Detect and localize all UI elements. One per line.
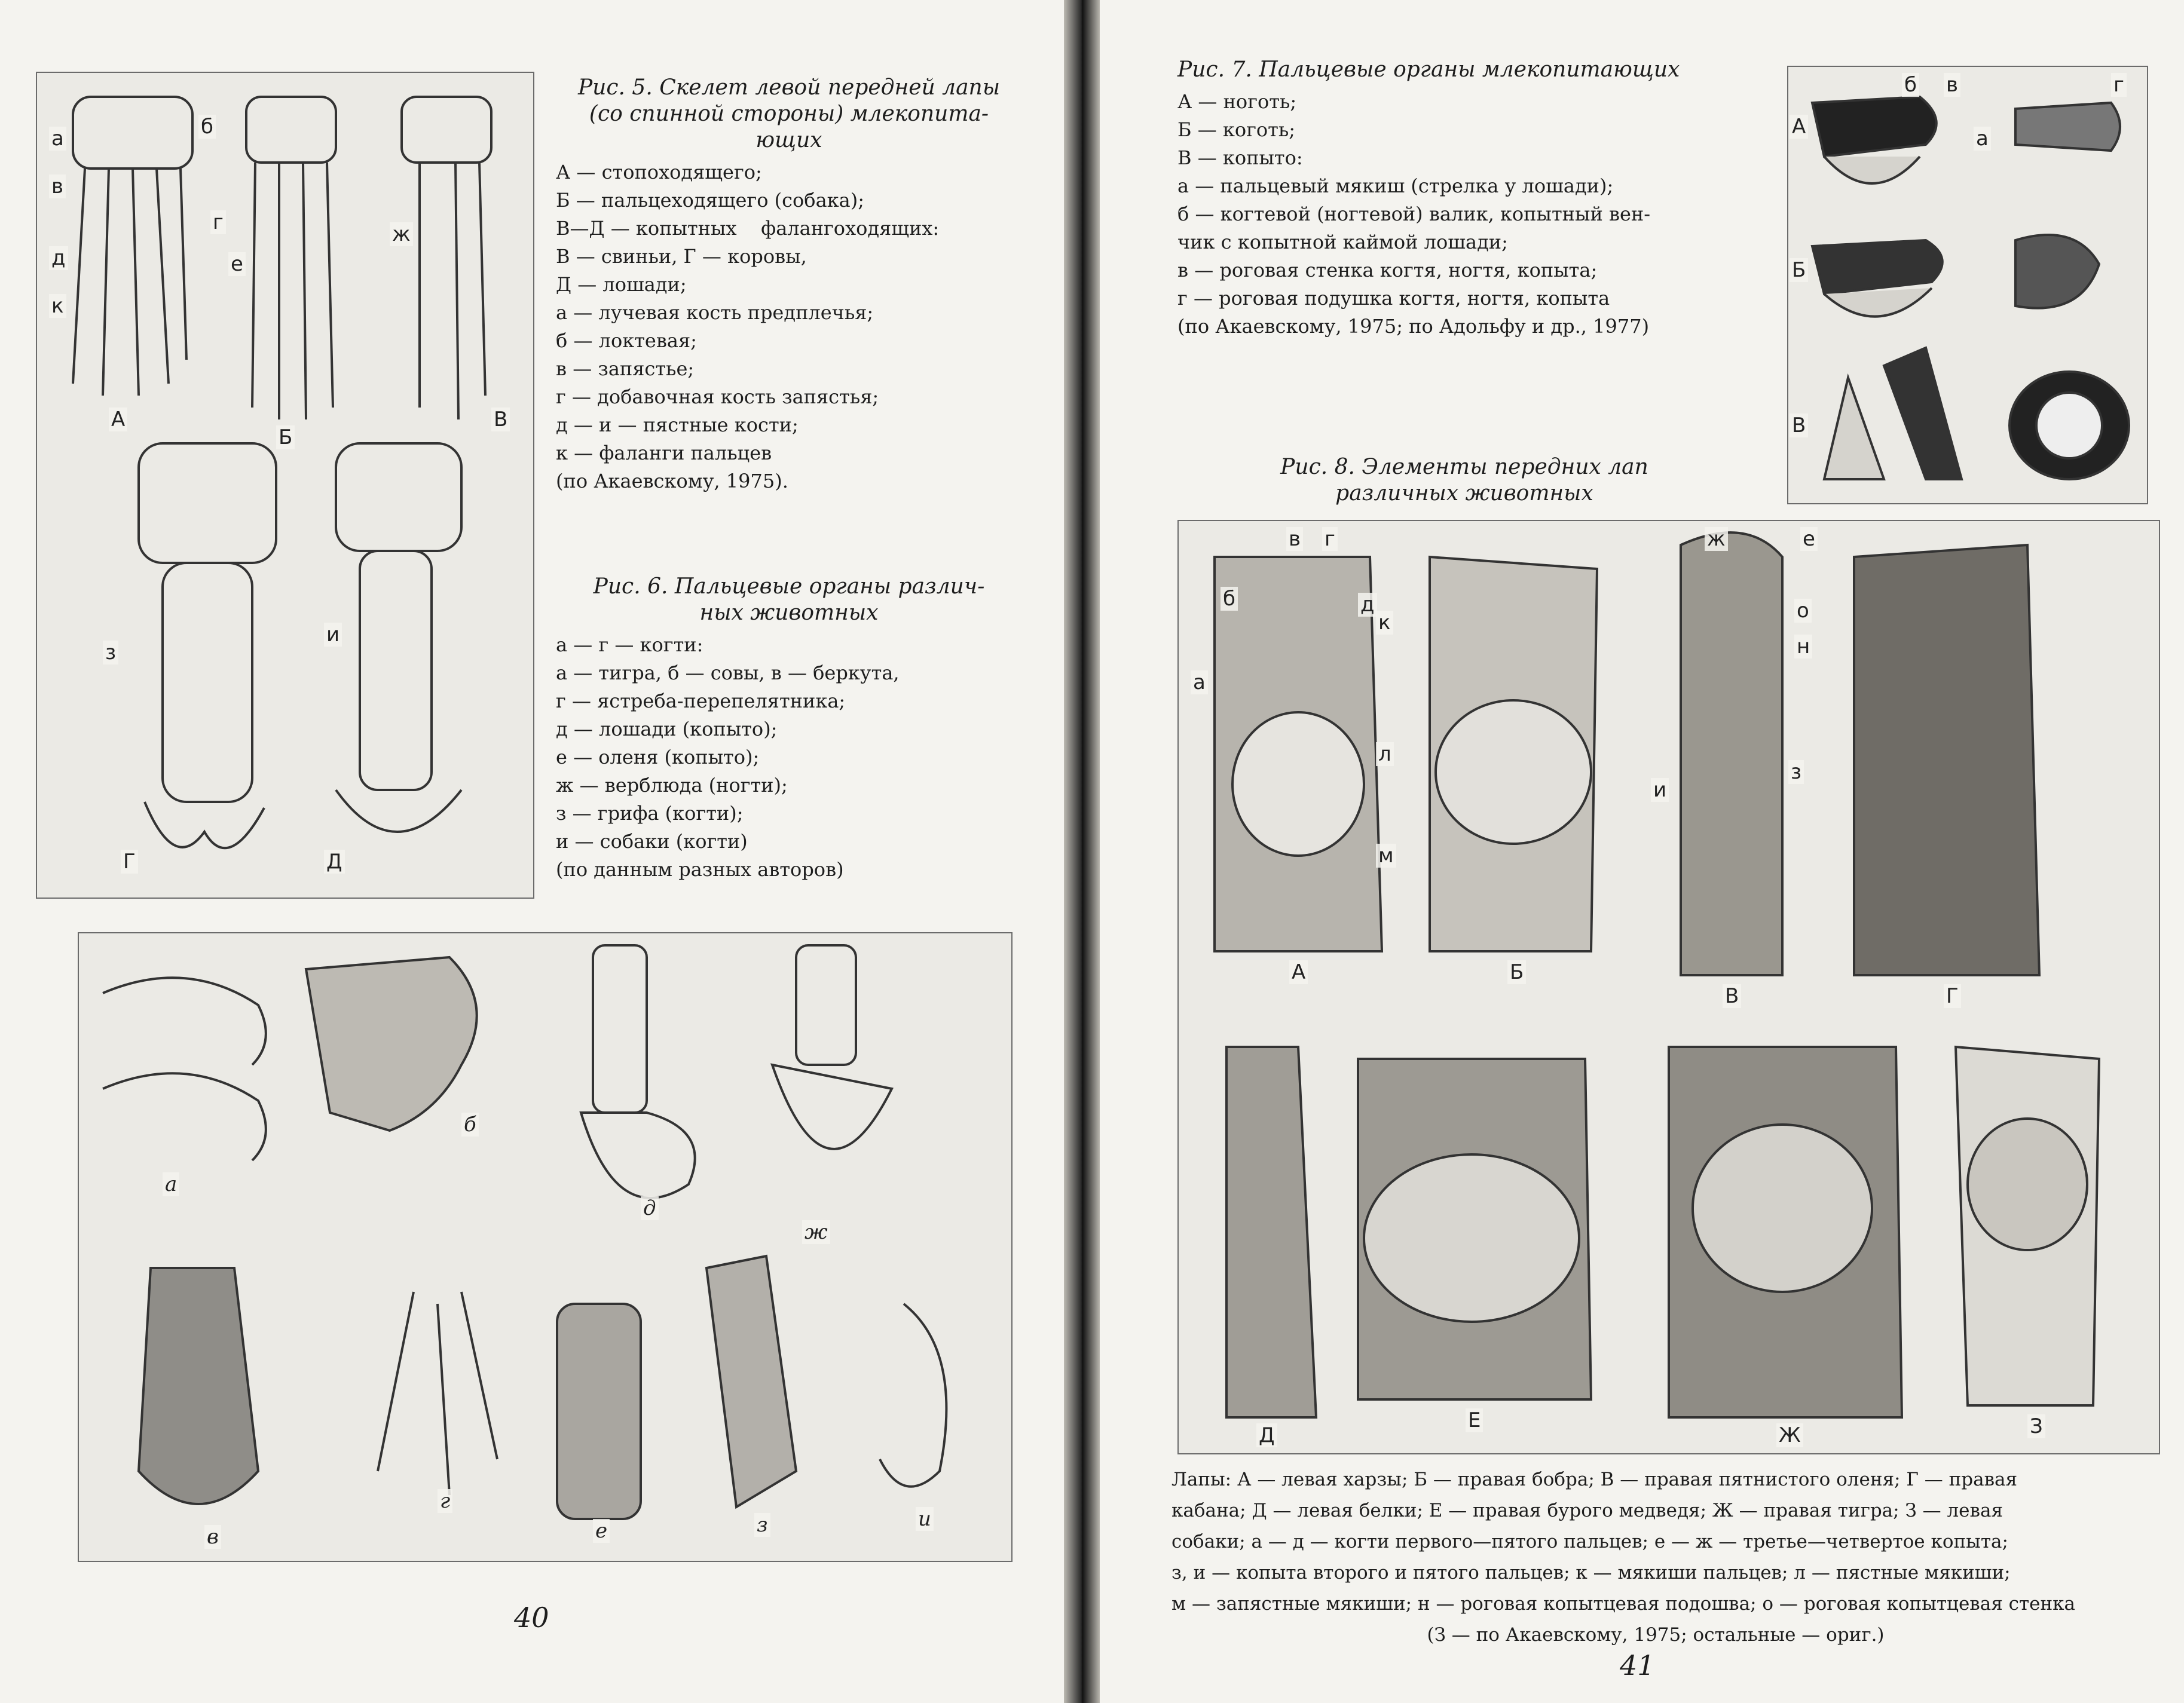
fig8-part-a-label: а	[1191, 670, 1208, 694]
fig7-line: а — пальцевый мякиш (стрелка у лошади);	[1177, 174, 1614, 197]
fig5-line: В — свиньи, Г — коровы,	[556, 245, 807, 268]
fig5-part-a-label: а	[49, 127, 66, 151]
fig5-part-k-label: к	[49, 294, 66, 318]
fig7-panel-a-label: А	[1790, 115, 1808, 139]
fig6-caption	[556, 574, 1022, 884]
fig8-part-g-label: г	[1322, 527, 1338, 551]
fig6-line: а — г — когти:	[556, 633, 703, 656]
fig8-title: Рис. 8. Элементы передних лап различных животных	[1280, 455, 1648, 506]
fig8-panel-b-label: Б	[1507, 960, 1526, 984]
claws-drawing-icon	[79, 933, 1011, 1561]
page-number-left: 40	[514, 1601, 549, 1634]
fig7-line: б — когтевой (ногтевой) валик, копытный вен-	[1177, 203, 1651, 225]
fig8-caption-line: з, и — копыта второго и пятого пальцев; к — мякиши пальцев; л — пястные мякиши;	[1171, 1562, 2011, 1583]
fig8-part-b-label: б	[1221, 587, 1238, 611]
fig5-line: (по Акаевскому, 1975).	[556, 470, 788, 492]
fig8-part-e-label: е	[1800, 527, 1818, 551]
fig5-line: б — локтевая;	[556, 329, 697, 352]
fig5-line: а — лучевая кость предплечья;	[556, 301, 874, 324]
fig5-part-b-label: б	[198, 115, 216, 139]
fig8-part-d-label: д	[1358, 593, 1377, 617]
page-number-right: 41	[1620, 1649, 1655, 1681]
fig7-caption	[1177, 57, 1763, 341]
fig7-line: Б — коготь;	[1177, 118, 1296, 141]
fig8-part-n-label: н	[1794, 635, 1812, 658]
fig8-panel-v-label: В	[1723, 984, 1741, 1008]
fig8-caption	[1171, 1464, 2140, 1650]
fig8-part-m-label: м	[1376, 844, 1396, 868]
fig8-caption-line: м — запястные мякиши; н — роговая копытцевая подошва; о — роговая копытцевая стенка	[1171, 1593, 2076, 1615]
fig6-line: (по данным разных авторов)	[556, 858, 844, 881]
fig7-title: Рис. 7. Пальцевые органы млекопитающих	[1177, 57, 1680, 82]
fig6-panel-zh-label: ж	[802, 1220, 830, 1244]
fig5-part-d-label: д	[49, 246, 68, 270]
fig6-panel-e-label: е	[593, 1519, 610, 1543]
fig7-line: В — копыто:	[1177, 146, 1303, 169]
digit-organs-drawing-icon	[1788, 67, 2147, 503]
skeleton-drawing-icon	[37, 73, 533, 898]
fig5-part-z-label: з	[103, 641, 118, 664]
fig5-part-v-label: в	[49, 174, 66, 198]
fig6-line: а — тигра, б — совы, в — беркута,	[556, 661, 900, 684]
fig8-part-z-label: з	[1788, 760, 1804, 784]
fig6-line: з — грифа (когти);	[556, 802, 744, 825]
fig8-caption-line: собаки; а — д — когти первого—пятого пальцев; е — ж — третье—четвертое копыта;	[1171, 1531, 2008, 1552]
fig8-part-l-label: л	[1376, 742, 1394, 766]
fig8-part-v-label: в	[1286, 527, 1303, 551]
fig8-caption-line: Лапы: А — левая харзы; Б — правая бобра; В — правая пятнистого оленя; Г — правая	[1171, 1469, 2018, 1490]
fig5-title: Рис. 5. Скелет левой передней лапы (со спинной стороны) млекопита- ющих	[577, 75, 1001, 152]
fig5-part-i-label: и	[324, 623, 342, 647]
fig8-illustration	[1177, 520, 2160, 1454]
fig7-illustration	[1787, 66, 2148, 504]
fig8-panel-g-label: Г	[1944, 984, 1961, 1008]
fig6-panel-z-label: з	[754, 1513, 770, 1537]
fig5-line: в — запястье;	[556, 357, 695, 380]
fig8-caption-line: кабана; Д — левая белки; Е — правая бурого медведя; Ж — правая тигра; З — левая	[1171, 1500, 2003, 1521]
fig5-line: Д — лошади;	[556, 273, 687, 296]
fig5-caption	[556, 75, 1022, 495]
fig6-illustration	[78, 932, 1013, 1562]
fig7-part-b-label: б	[1902, 73, 1919, 97]
paws-drawing-icon	[1179, 521, 2159, 1453]
fig8-panel-a-label: А	[1289, 960, 1308, 984]
fig5-part-zh-label: ж	[390, 222, 413, 246]
fig7-panel-b-label: Б	[1790, 258, 1808, 282]
fig5-line: г — добавочная кость запястья;	[556, 385, 879, 408]
fig5-illustration	[36, 72, 534, 899]
fig6-line: ж — верблюда (ногти);	[556, 774, 788, 797]
fig5-line: Б — пальцеходящего (собака);	[556, 189, 864, 212]
fig5-line: А — стопоходящего;	[556, 161, 762, 183]
fig7-part-v-label: в	[1944, 73, 1960, 97]
fig5-panel-g-label: Г	[121, 850, 138, 874]
fig6-panel-g-label: г	[438, 1489, 452, 1513]
fig6-panel-v-label: в	[204, 1525, 221, 1549]
fig7-line: (по Акаевскому, 1975; по Адольфу и др., 1977)	[1177, 315, 1650, 338]
fig6-title: Рис. 6. Пальцевые органы различ- ных животных	[593, 574, 985, 625]
fig7-line: г — роговая подушка когтя, ногтя, копыта	[1177, 287, 1610, 310]
fig6-panel-i-label: и	[916, 1507, 934, 1531]
fig6-panel-b-label: б	[461, 1113, 479, 1137]
fig7-line: А — ноготь;	[1177, 90, 1297, 113]
fig8-part-i-label: и	[1651, 778, 1669, 802]
fig6-line: д — лошади (копыто);	[556, 718, 778, 740]
fig5-panel-b-label: Б	[276, 425, 295, 449]
fig5-part-g-label: г	[210, 210, 226, 234]
fig5-panel-d-label: Д	[324, 850, 345, 874]
fig7-line: в — роговая стенка когтя, ногтя, копыта;	[1177, 259, 1598, 281]
fig8-title-block	[1207, 454, 1721, 511]
fig8-panel-d-label: Д	[1256, 1423, 1277, 1447]
fig6-line: е — оленя (копыто);	[556, 746, 760, 768]
left-page	[0, 0, 1064, 1703]
fig5-panel-a-label: А	[109, 408, 127, 431]
fig8-part-k-label: к	[1376, 611, 1393, 635]
fig7-part-a-label: а	[1974, 127, 1991, 151]
fig8-panel-z-label: З	[2027, 1414, 2045, 1438]
book-gutter	[1064, 0, 1100, 1703]
fig8-part-o-label: о	[1794, 599, 1812, 623]
fig8-panel-zh-label: Ж	[1776, 1423, 1803, 1447]
fig8-panel-e-label: Е	[1466, 1408, 1483, 1432]
fig6-panel-a-label: а	[163, 1172, 179, 1196]
fig5-part-e-label: е	[228, 252, 246, 276]
fig6-line: и — собаки (когти)	[556, 830, 748, 853]
fig5-line: к — фаланги пальцев	[556, 442, 772, 464]
fig7-panel-v-label: В	[1790, 414, 1808, 437]
fig7-part-g-label: г	[2111, 73, 2127, 97]
fig7-line: чик с копытной каймой лошади;	[1177, 231, 1508, 253]
fig5-line: В—Д — копытных фалангоходящих:	[556, 217, 940, 240]
right-page	[1100, 0, 2184, 1703]
fig8-caption-source: (З — по Акаевскому, 1975; остальные — ориг.)	[1427, 1624, 1885, 1646]
fig5-panel-v-label: В	[491, 408, 510, 431]
fig6-panel-d-label: д	[641, 1196, 659, 1220]
fig5-line: д — и — пястные кости;	[556, 414, 799, 436]
fig6-line: г — ястреба-перепелятника;	[556, 690, 846, 712]
fig8-part-zh-label: ж	[1705, 527, 1728, 551]
